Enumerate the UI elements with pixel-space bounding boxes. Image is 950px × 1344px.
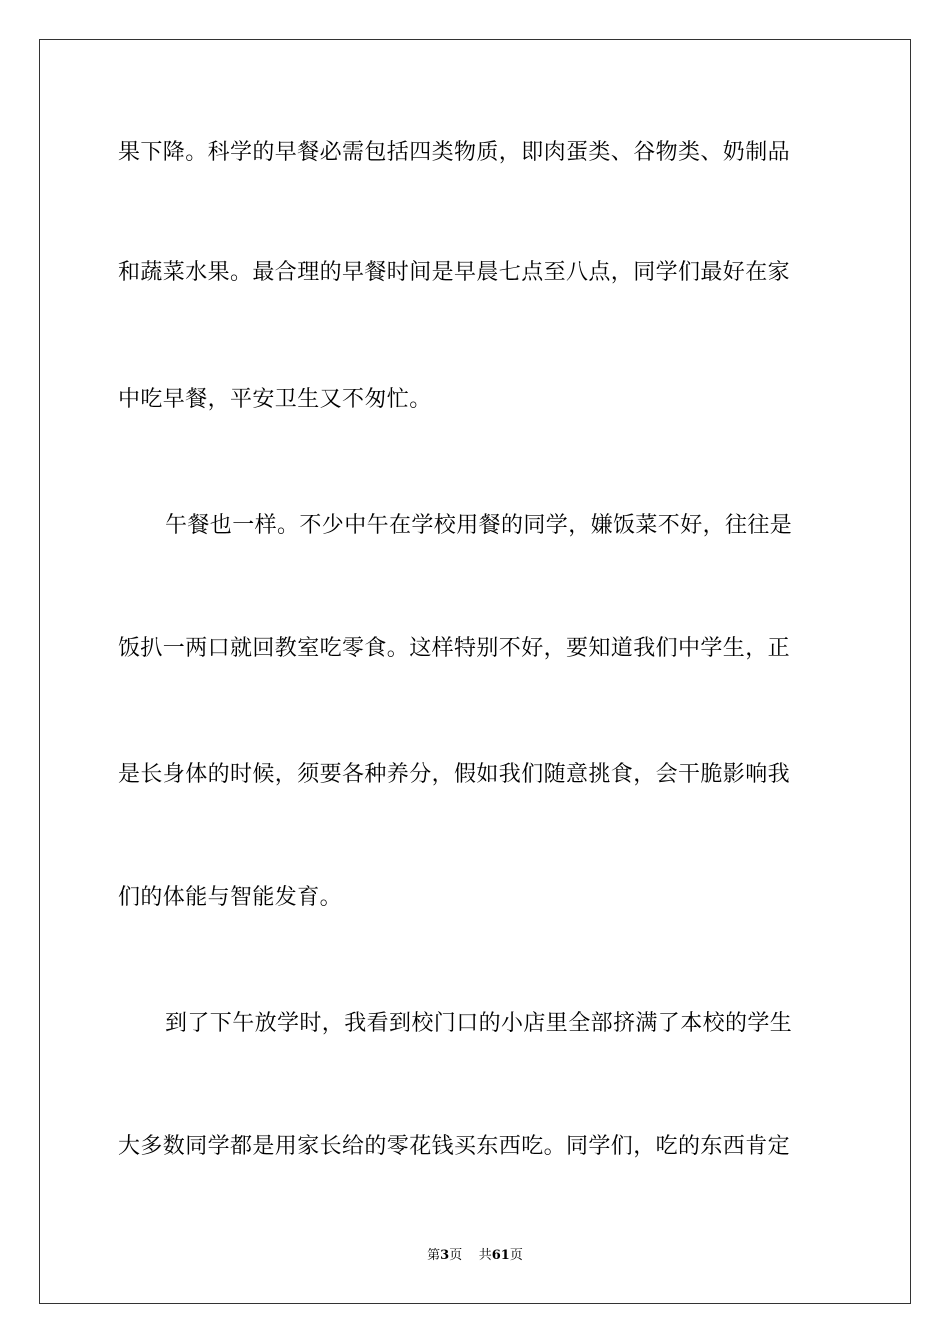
total-suffix: 页 xyxy=(509,1248,523,1263)
page-prefix: 第 xyxy=(427,1248,441,1263)
text-line-5: 饭扒一两口就回教室吃零食。这样特别不好，要知道我们中学生，正 xyxy=(118,636,791,661)
text-line-6: 是长身体的时候，须要各种养分，假如我们随意挑食，会干脆影响我 xyxy=(118,762,791,787)
text-line-2: 和蔬菜水果。最合理的早餐时间是早晨七点至八点，同学们最好在家 xyxy=(118,260,791,285)
total-prefix: 共 xyxy=(478,1248,492,1263)
page-number: 3 xyxy=(440,1248,450,1263)
page-frame xyxy=(39,39,911,1304)
text-line-9: 大多数同学都是用家长给的零花钱买东西吃。同学们，吃的东西肯定 xyxy=(118,1134,791,1159)
text-line-3: 中吃早餐，平安卫生又不匆忙。 xyxy=(118,387,432,412)
total-pages: 61 xyxy=(491,1248,510,1263)
page-suffix: 页 xyxy=(449,1248,463,1263)
text-line-4: 午餐也一样。不少中午在学校用餐的同学，嫌饭菜不好，往往是 xyxy=(165,513,793,538)
text-line-1: 果下降。科学的早餐必需包括四类物质，即肉蛋类、谷物类、奶制品 xyxy=(118,140,791,165)
page-footer xyxy=(0,1247,950,1265)
text-line-8: 到了下午放学时，我看到校门口的小店里全部挤满了本校的学生 xyxy=(165,1011,793,1036)
text-line-7: 们的体能与智能发育。 xyxy=(118,885,343,910)
